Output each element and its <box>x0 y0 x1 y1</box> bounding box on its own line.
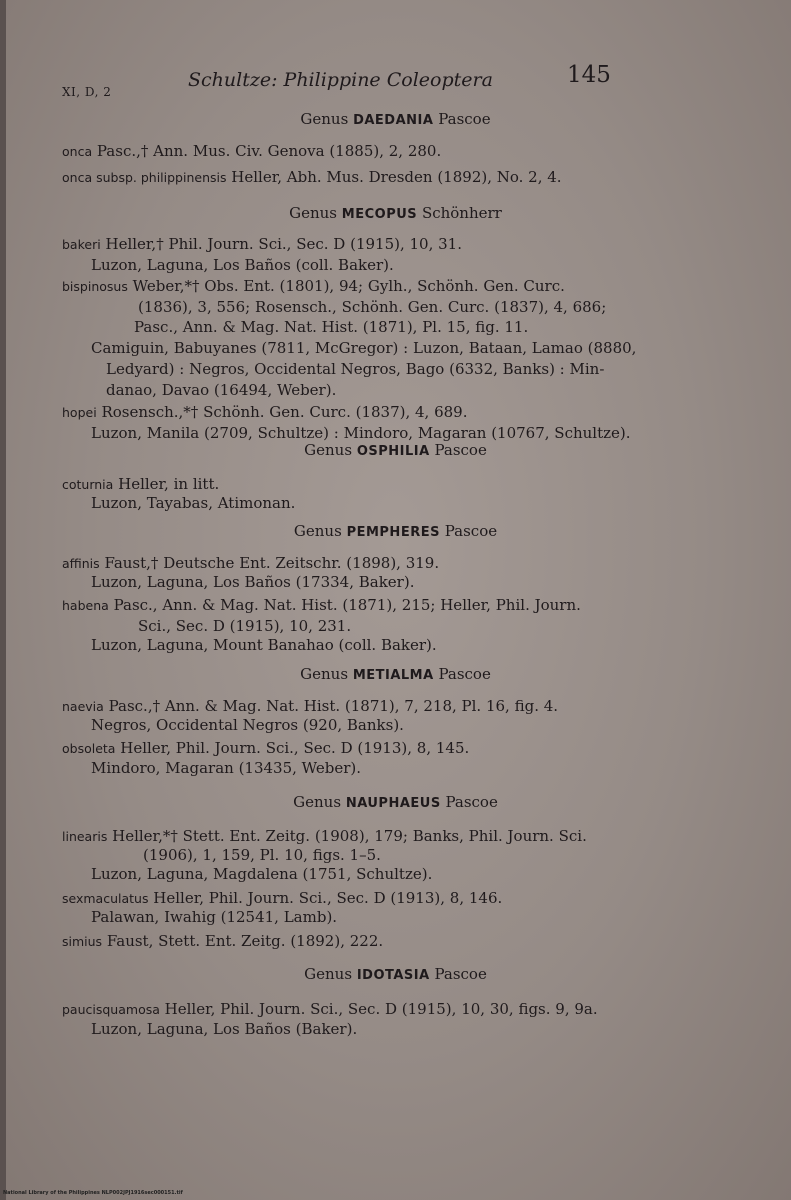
page-number: 145 <box>567 62 611 88</box>
genus-heading: Genus NAUPHAEUS Pascoe <box>293 793 498 811</box>
running-title: Schultze: Philippine Coleoptera <box>188 69 493 91</box>
species-entry: hopei Rosensch.,*† Schönh. Gen. Curc. (1837), 4, 689. <box>62 403 468 421</box>
locality-line: Luzon, Laguna, Magdalena (1751, Schultze). <box>91 865 433 883</box>
species-entry: bispinosus Weber,*† Obs. Ent. (1801), 94; Gylh., Schönh. Gen. Curc. <box>62 277 565 295</box>
species-entry: bakeri Heller,† Phil. Journ. Sci., Sec. D (1915), 10, 31. <box>62 235 462 253</box>
citation-line: Pasc., Ann. & Mag. Nat. Hist. (1871), Pl. 15, fig. 11. <box>134 318 529 336</box>
locality-line: Negros, Occidental Negros (920, Banks). <box>91 716 404 734</box>
species-entry: sexmaculatus Heller, Phil. Journ. Sci., Sec. D (1913), 8, 146. <box>62 889 503 907</box>
species-entry: affinis Faust,† Deutsche Ent. Zeitschr. (1898), 319. <box>62 554 440 572</box>
locality-line: Luzon, Manila (2709, Schultze) : Mindoro, Magaran (10767, Schultze). <box>91 424 631 442</box>
genus-heading: Genus MECOPUS Schönherr <box>289 204 502 222</box>
species-entry: linearis Heller,*† Stett. Ent. Zeitg. (1908), 179; Banks, Phil. Journ. Sci. <box>62 827 587 845</box>
page-edge-shadow <box>0 0 6 1200</box>
species-entry: paucisquamosa Heller, Phil. Journ. Sci., Sec. D (1915), 10, 30, figs. 9, 9a. <box>62 1000 598 1018</box>
species-entry: onca subsp. philippinensis Heller, Abh. Mus. Dresden (1892), No. 2, 4. <box>62 168 562 186</box>
species-entry: simius Faust, Stett. Ent. Zeitg. (1892), 222. <box>62 932 384 950</box>
locality-line: danao, Davao (16494, Weber). <box>106 381 337 399</box>
species-entry: onca Pasc.,† Ann. Mus. Civ. Genova (1885), 2, 280. <box>62 142 442 160</box>
genus-heading: Genus OSPHILIA Pascoe <box>304 441 487 459</box>
locality-line: Luzon, Laguna, Los Baños (17334, Baker). <box>91 573 415 591</box>
locality-line: Luzon, Laguna, Los Baños (Baker). <box>91 1020 358 1038</box>
genus-heading: Genus METIALMA Pascoe <box>300 665 491 683</box>
species-entry: naevia Pasc.,† Ann. & Mag. Nat. Hist. (1871), 7, 218, Pl. 16, fig. 4. <box>62 697 559 715</box>
species-entry: coturnia Heller, in litt. <box>62 475 220 493</box>
citation-line: (1906), 1, 159, Pl. 10, figs. 1–5. <box>143 846 381 864</box>
locality-line: Luzon, Laguna, Mount Banahao (coll. Baker). <box>91 636 437 654</box>
locality-line: Palawan, Iwahig (12541, Lamb). <box>91 908 338 926</box>
locality-line: Luzon, Laguna, Los Baños (coll. Baker). <box>91 256 394 274</box>
locality-line: Luzon, Tayabas, Atimonan. <box>91 494 296 512</box>
locality-line: Mindoro, Magaran (13435, Weber). <box>91 759 362 777</box>
species-entry: obsoleta Heller, Phil. Journ. Sci., Sec. D (1913), 8, 145. <box>62 739 470 757</box>
genus-heading: Genus IDOTASIA Pascoe <box>304 965 487 983</box>
volume-reference: XI, D, 2 <box>62 85 112 99</box>
locality-line: Camiguin, Babuyanes (7811, McGregor) : Luzon, Bataan, Lamao (8880, <box>91 339 637 357</box>
citation-line: (1836), 3, 556; Rosensch., Schönh. Gen. Curc. (1837), 4, 686; <box>138 298 607 316</box>
locality-line: Ledyard) : Negros, Occidental Negros, Bago (6332, Banks) : Min- <box>106 360 605 378</box>
species-entry: habena Pasc., Ann. & Mag. Nat. Hist. (1871), 215; Heller, Phil. Journ. <box>62 596 581 614</box>
citation-line: Sci., Sec. D (1915), 10, 231. <box>138 617 352 635</box>
genus-heading: Genus PEMPHERES Pascoe <box>293 522 498 540</box>
scan-footer: National Library of the Philippines NLP002JPJ1916sec000151.tif <box>3 1190 183 1196</box>
genus-heading: Genus DAEDANIA Pascoe <box>300 110 491 128</box>
